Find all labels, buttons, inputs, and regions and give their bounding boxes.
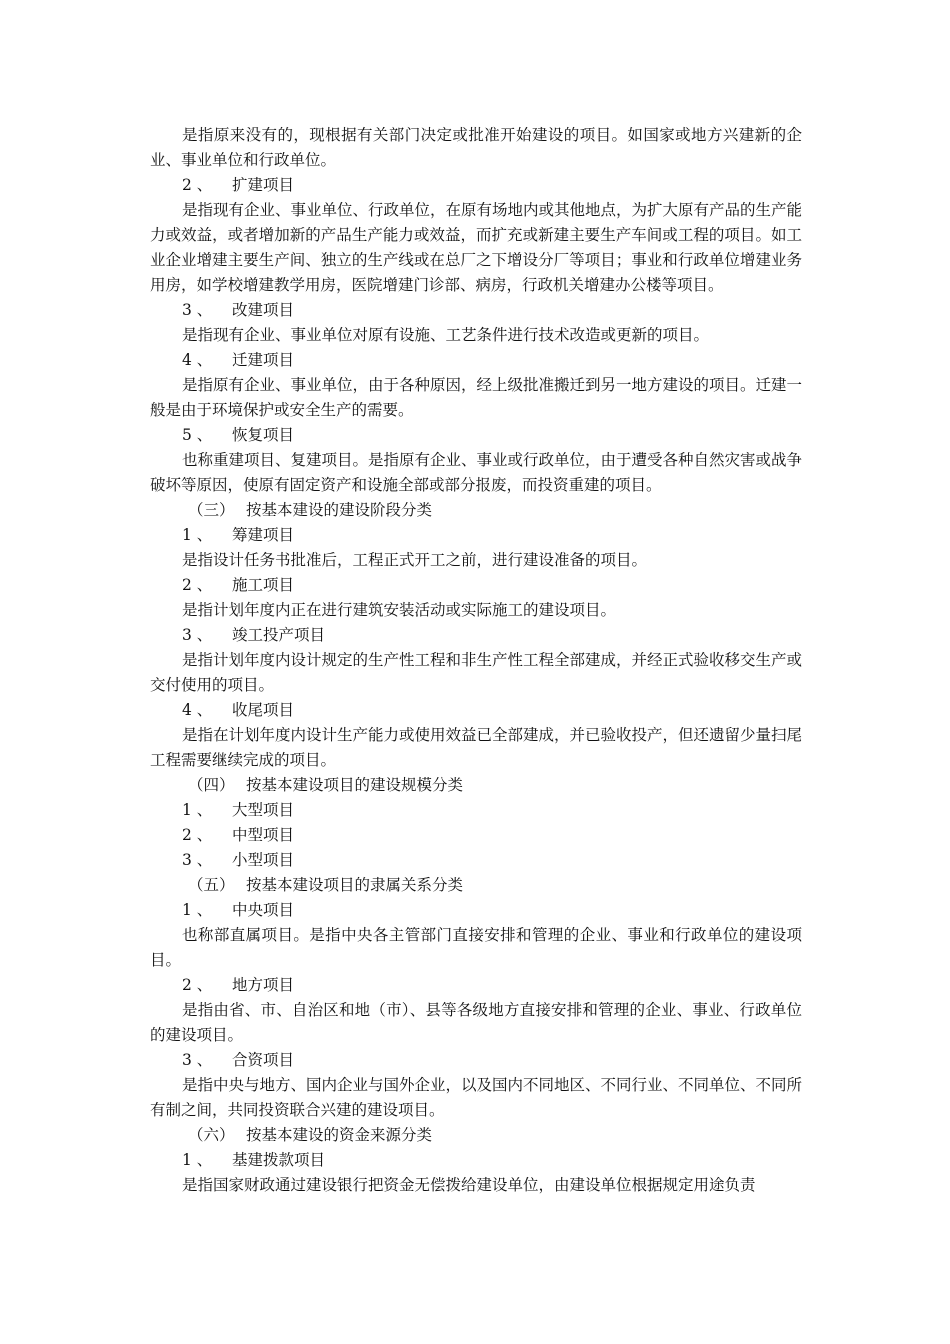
- item-number: 3 、: [182, 301, 213, 319]
- paragraph: 是指原来没有的，现根据有关部门决定或批准开始建设的项目。如国家或地方兴建新的企业、事业单位和行政单位。: [150, 126, 802, 169]
- item-title: 迁建项目: [232, 351, 295, 369]
- paragraph: 是指计划年度内设计规定的生产性工程和非生产性工程全部建成，并经正式验收移交生产或交付使用的项目。: [150, 651, 803, 694]
- item-title: 改建项目: [232, 301, 295, 319]
- item-number: 2 、: [182, 576, 213, 594]
- item-number: 2 、: [182, 176, 213, 194]
- subsection-heading: [150, 348, 802, 373]
- item-number: 3 、: [182, 1051, 213, 1069]
- section-number: （四）: [188, 776, 235, 794]
- item-title: 竣工投产项目: [232, 626, 326, 644]
- item-number: 4 、: [182, 351, 213, 369]
- subsection-heading: [150, 623, 802, 648]
- subsection-heading: [150, 1148, 802, 1173]
- paragraph: 是指原有企业、事业单位，由于各种原因，经上级批准搬迁到另一地方建设的项目。迁建一般是由于环境保护或安全生产的需要。: [150, 376, 803, 419]
- section-heading: [150, 773, 802, 798]
- subsection-heading: [150, 298, 802, 323]
- item-title: 扩建项目: [232, 176, 295, 194]
- paragraph: 是指设计任务书批准后，工程正式开工之前，进行建设准备的项目。: [182, 551, 648, 569]
- section-heading: [150, 1123, 802, 1148]
- subsection-heading: [150, 823, 802, 848]
- paragraph: 是指国家财政通过建设银行把资金无偿拨给建设单位，由建设单位根据规定用途负责: [182, 1176, 756, 1194]
- subsection-heading: [150, 798, 802, 823]
- item-number: 5 、: [182, 426, 213, 444]
- item-title: 筹建项目: [232, 526, 295, 544]
- subsection-heading: [150, 898, 802, 923]
- item-number: 1 、: [182, 901, 213, 919]
- paragraph: 是指现有企业、事业单位对原有设施、工艺条件进行技术改造或更新的项目。: [182, 326, 710, 344]
- section-heading: [150, 873, 802, 898]
- item-number: 1 、: [182, 526, 213, 544]
- item-title: 中央项目: [232, 901, 295, 919]
- item-title: 地方项目: [232, 976, 295, 994]
- subsection-heading: [150, 423, 802, 448]
- subsection-heading: [150, 173, 802, 198]
- section-number: （三）: [188, 501, 235, 519]
- section-title: 按基本建设的建设阶段分类: [246, 501, 433, 519]
- paragraph: 是指中央与地方、国内企业与国外企业，以及国内不同地区、不同行业、不同单位、不同所有制之间，共同投资联合兴建的建设项目。: [150, 1076, 803, 1119]
- paragraph: 是指现有企业、事业单位、行政单位，在原有场地内或其他地点，为扩大原有产品的生产能力或效益，或者增加新的产品生产能力或效益，而扩充或新建主要生产车间或工程的项目。如工业企业增建主要生产间、独立的生产线或在总厂之下增设分厂等项目；事业和行政单位增建业务用房，如学校增建教学用房，医院增建门诊部、病房，行政机关增建办公楼等项目。: [150, 201, 803, 294]
- item-number: 2 、: [182, 976, 213, 994]
- section-title: 按基本建设项目的隶属关系分类: [246, 876, 464, 894]
- subsection-heading: [150, 573, 802, 598]
- item-title: 施工项目: [232, 576, 295, 594]
- subsection-heading: [150, 973, 802, 998]
- subsection-heading: [150, 848, 802, 873]
- paragraph: 也称部直属项目。是指中央各主管部门直接安排和管理的企业、事业和行政单位的建设项目。: [150, 926, 802, 969]
- item-number: 2 、: [182, 826, 213, 844]
- item-title: 合资项目: [232, 1051, 295, 1069]
- item-number: 4 、: [182, 701, 213, 719]
- item-title: 恢复项目: [232, 426, 295, 444]
- item-number: 1 、: [182, 1151, 213, 1169]
- item-title: 中型项目: [232, 826, 295, 844]
- document-body: [150, 123, 802, 1198]
- subsection-heading: [150, 523, 802, 548]
- subsection-heading: [150, 1048, 802, 1073]
- section-number: （五）: [188, 876, 235, 894]
- item-title: 基建拨款项目: [232, 1151, 326, 1169]
- paragraph: 也称重建项目、复建项目。是指原有企业、事业或行政单位，由于遭受各种自然灾害或战争破坏等原因，使原有固定资产和设施全部或部分报废，而投资重建的项目。: [150, 451, 803, 494]
- item-title: 小型项目: [232, 851, 295, 869]
- item-number: 3 、: [182, 626, 213, 644]
- subsection-heading: [150, 698, 802, 723]
- item-title: 收尾项目: [232, 701, 295, 719]
- section-heading: [150, 498, 802, 523]
- item-number: 1 、: [182, 801, 213, 819]
- section-number: （六）: [188, 1126, 235, 1144]
- paragraph: 是指由省、市、自治区和地（市）、县等各级地方直接安排和管理的企业、事业、行政单位的建设项目。: [150, 1001, 802, 1044]
- paragraph: 是指在计划年度内设计生产能力或使用效益已全部建成，并已验收投产，但还遗留少量扫尾工程需要继续完成的项目。: [150, 726, 803, 769]
- section-title: 按基本建设的资金来源分类: [246, 1126, 433, 1144]
- section-title: 按基本建设项目的建设规模分类: [246, 776, 464, 794]
- item-title: 大型项目: [232, 801, 295, 819]
- paragraph: 是指计划年度内正在进行建筑安装活动或实际施工的建设项目。: [182, 601, 617, 619]
- item-number: 3 、: [182, 851, 213, 869]
